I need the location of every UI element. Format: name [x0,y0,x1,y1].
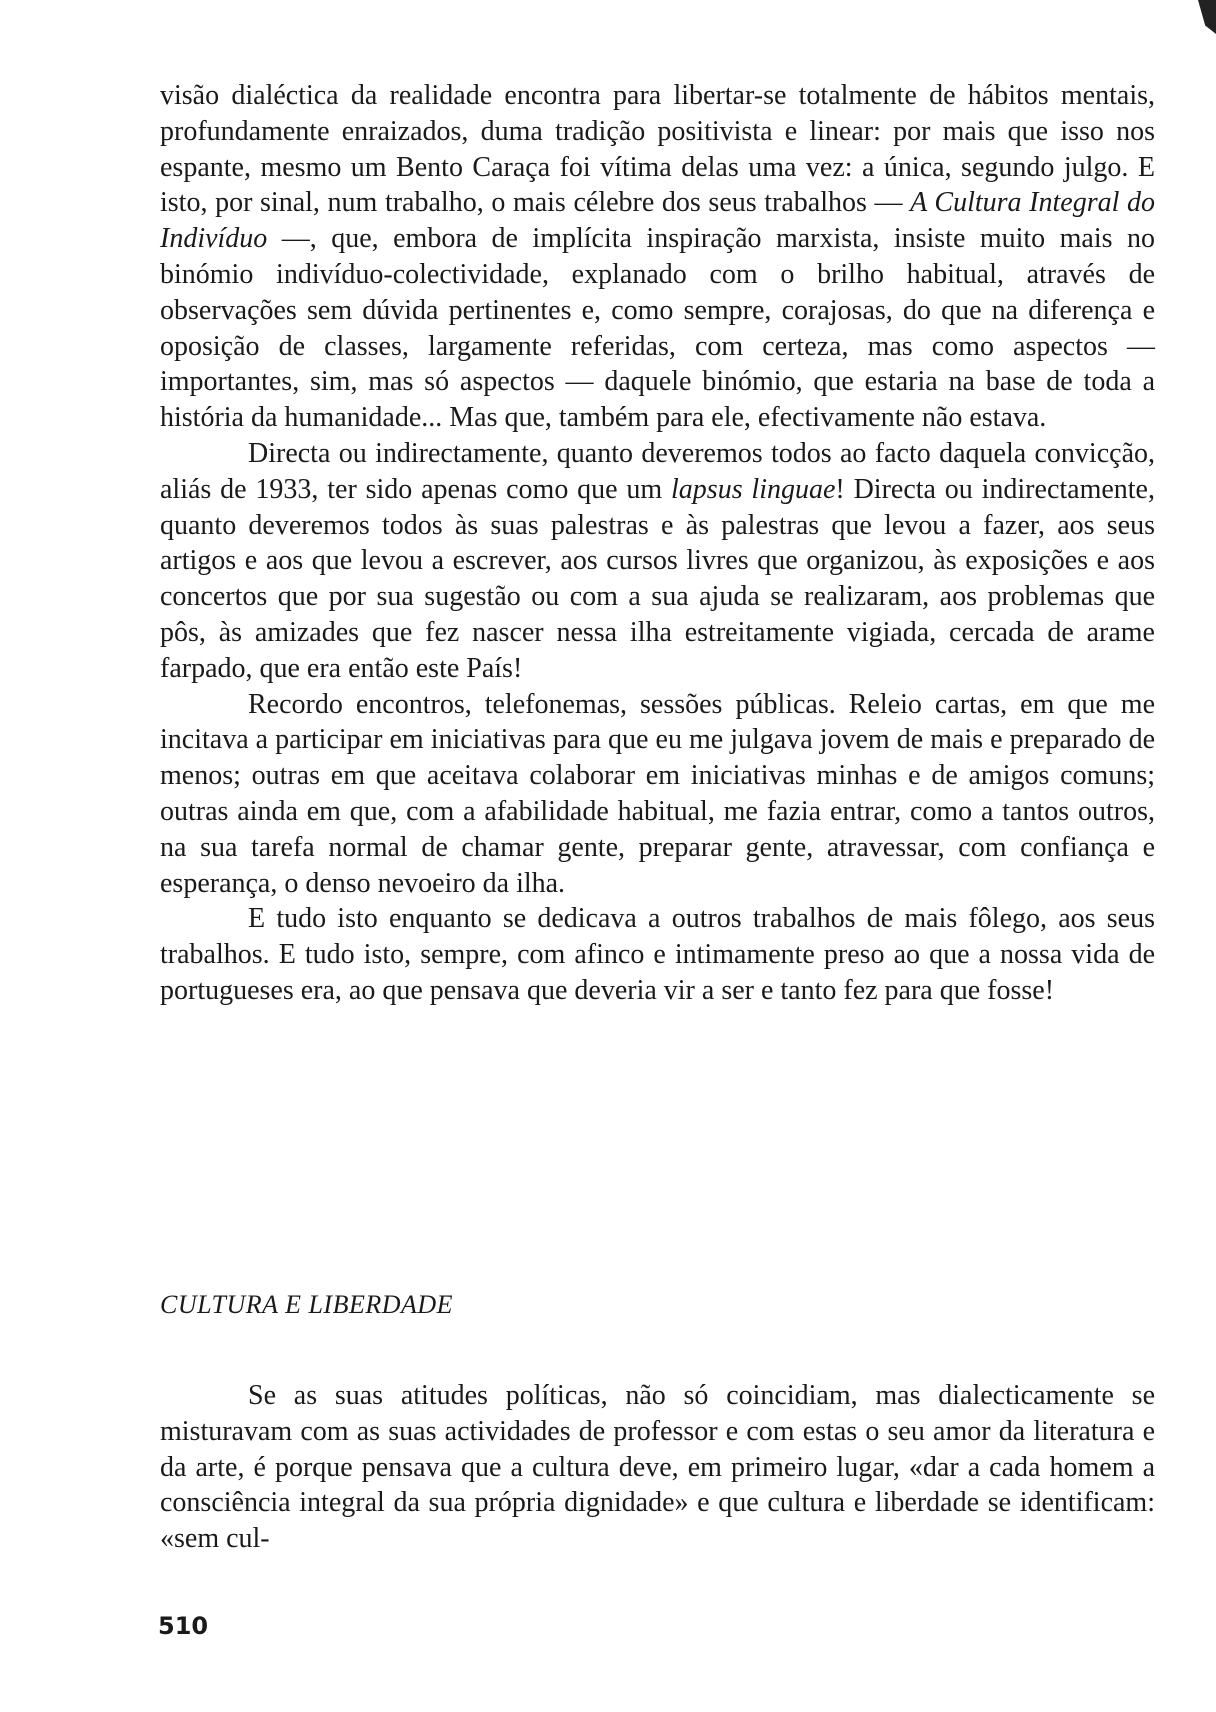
section-heading: CULTURA E LIBERDADE [160,1290,454,1319]
page-corner-mark [1198,0,1216,34]
book-title: A Cultura Integral do Indivíduo [160,187,1155,255]
paragraph-2 [160,436,1155,687]
paragraph-4: E tudo isto enquanto se dedicava a outros trabalhos de mais fôlego, aos seus trabalhos. E tudo isto, sempre, com afinco e intimamente preso ao que a nossa vida de portugueses era, ao que pensava que deveria vir a ser e tanto fez para que fosse! [160,903,1155,1006]
paragraph-1-text-start: visão dialéctica da realidade encontra para libertar-se totalmente de hábitos mentais, profundamente enraizados, duma tradição positivista e linear: por mais que isso nos espante, mesmo um Bento Caraça foi vítima delas uma vez: a única, segundo julgo. E isto, por sinal, num trabalho, o mais célebre dos seus trabalhos — [160,80,1155,219]
paragraph-3: Recordo encontros, telefonemas, sessões públicas. Releio cartas, em que me incitava a participar em iniciativas para que eu me julgava jovem de mais e preparado de menos; outras em que aceitava colaborar em iniciativas minhas e de amigos comuns; outras ainda em que, com a afabilidade habitual, me fazia entrar, como a tantos outros, na sua tarefa normal de chamar gente, preparar gente, atravessar, com confiança e esperança, o denso nevoeiro da ilha. [160,688,1155,899]
paragraph-2-text-start: Directa ou indirectamente, quanto deveremos todos ao facto daquela convicção, aliás de 1933, ter sido apenas como que um [160,437,1155,505]
paragraph-2-text-end: ! Directa ou indirectamente, quanto deveremos todos às suas palestras e às palestras que levou a fazer, aos seus artigos e aos que levou a escrever, aos cursos livres que organizou, às exposições e aos concertos que por sua sugestão ou com a sua ajuda se realizaram, aos problemas que pôs, às amizades que fez nascer nessa ilha estreitamente vigiada, cercada de arame farpado, que era então este País! [160,473,1155,684]
latin-phrase: lapsus linguae [671,473,836,505]
body-text [160,78,1155,1009]
section-paragraph-1: Se as suas atitudes políticas, não só coincidiam, mas dialecticamente se misturavam com as suas actividades de professor e com estas o seu amor da literatura e da arte, é porque pensava que a cultura deve, em primeiro lugar, «dar a cada homem a consciência integral da sua própria dignidade» e que cultura e liberdade se identificam: «sem cul- [160,1380,1155,1555]
paragraph-1-text-end: —, que, embora de implícita inspiração marxista, insiste muito mais no binómio indivíduo-colectividade, explanado com o brilho habitual, através de observações sem dúvida pertinentes e, como sempre, corajosas, do que na diferença e oposição de classes, largamente referidas, com certeza, mas como aspectos — importantes, sim, mas só aspectos — daquele binómio, que estaria na base de toda a história da humanidade... Mas que, também para ele, efectivamente não estava. [160,223,1155,434]
page-number: 510 [158,1612,209,1640]
section-body-text [160,1378,1155,1557]
paragraph-1 [160,78,1155,436]
